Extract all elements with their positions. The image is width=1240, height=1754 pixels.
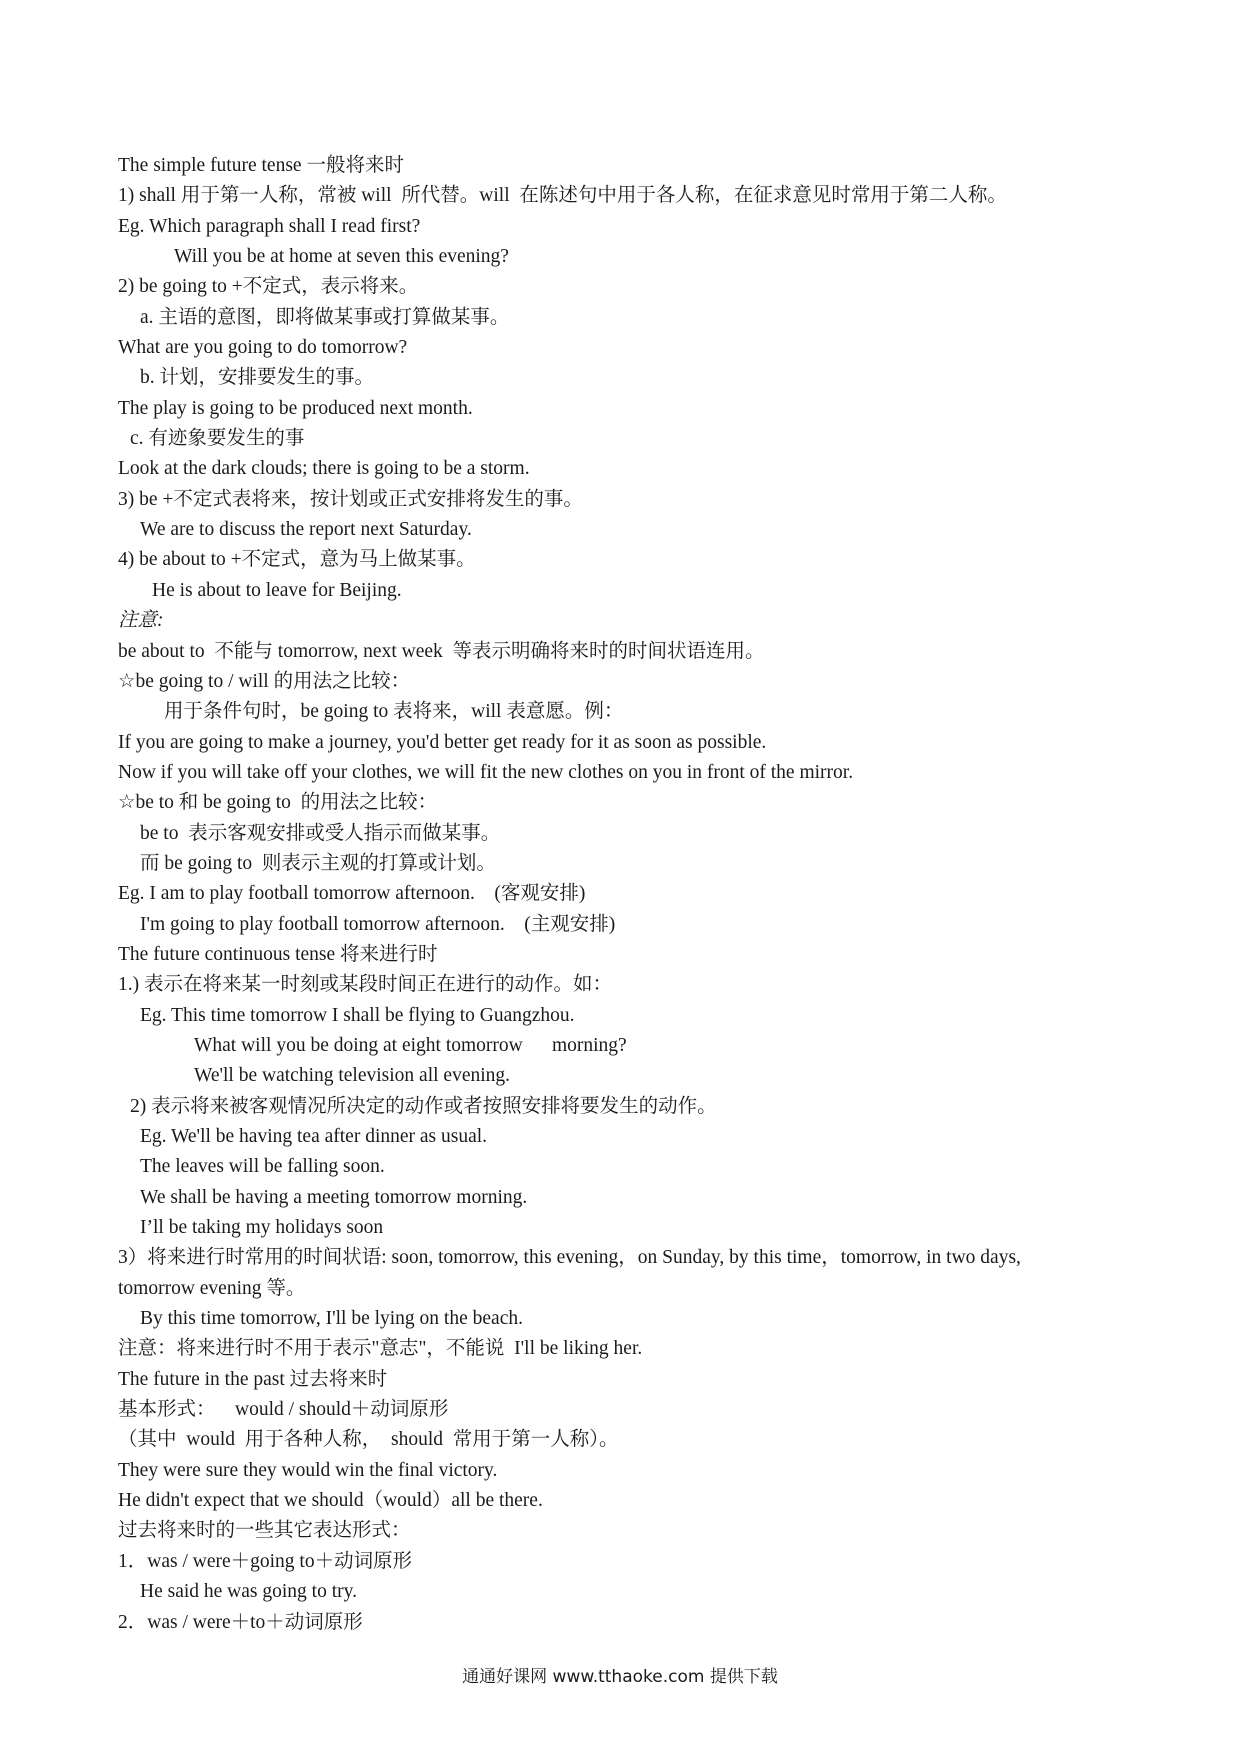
example-line: Eg. We'll be having tea after dinner as usual. [140, 1126, 488, 1147]
example-line: Eg. I am to play football tomorrow afternoon. (客观安排) [118, 883, 586, 905]
text-line: 而 be going to 则表示主观的打算或计划。 [140, 852, 496, 874]
text-line: c. 有迹象要发生的事 [130, 428, 305, 450]
example-line: Will you be at home at seven this evening? [174, 246, 509, 268]
heading-future-in-past: The future in the past 过去将来时 [118, 1368, 388, 1390]
example-line: What are you going to do tomorrow? [118, 337, 408, 359]
example-line: He said he was going to try. [140, 1581, 357, 1603]
text-line: 用于条件句时，be going to 表将来，will 表意愿。例： [164, 701, 624, 723]
example-line: Now if you will take off your clothes, we will fit the new clothes on you in front of the mirror. [118, 761, 854, 783]
text-line: 3) be +不定式表将来，按计划或正式安排将发生的事。 [118, 488, 583, 510]
example-line: The leaves will be falling soon. [140, 1156, 385, 1178]
text-line: 1.) 表示在将来某一时刻或某段时间正在进行的动作。如： [118, 974, 612, 996]
note-label: 注意: [118, 610, 164, 632]
text-line: 2．was / were＋to＋动词原形 [118, 1611, 363, 1633]
example-line: What will you be doing at eight tomorrow morning? [194, 1034, 627, 1056]
page-footer: 通通好课网 www.tthaoke.com 提供下载 [462, 1667, 778, 1687]
example-line: I’ll be taking my holidays soon [140, 1217, 384, 1239]
text-line: a. 主语的意图，即将做某事或打算做某事。 [140, 306, 510, 328]
text-line: ☆be going to / will 的用法之比较： [118, 670, 411, 692]
text-line: 4) be about to +不定式，意为马上做某事。 [118, 549, 476, 571]
heading-simple-future: The simple future tense 一般将来时 [118, 155, 404, 176]
example-line: By this time tomorrow, I'll be lying on the beach. [140, 1308, 523, 1330]
text-line: 基本形式： would / should＋动词原形 [118, 1399, 449, 1421]
example-line: We shall be having a meeting tomorrow morning. [140, 1186, 528, 1208]
example-line: Eg. This time tomorrow I shall be flying to Guangzhou. [140, 1004, 575, 1026]
text-line: 注意：将来进行时不用于表示"意志"，不能说 I'll be liking her. [118, 1338, 643, 1360]
text-line: 1) shall 用于第一人称，常被 will 所代替。will 在陈述句中用于各人称，在征求意见时常用于第二人称。 [118, 185, 1007, 207]
example-line: Eg. Which paragraph shall I read first? [118, 215, 421, 237]
text-line: （其中 would 用于各种人称， should 常用于第一人称）。 [118, 1429, 619, 1451]
text-line: 过去将来时的一些其它表达形式： [118, 1520, 411, 1542]
example-line: I'm going to play football tomorrow afternoon. (主观安排) [140, 913, 616, 935]
text-line: 2) be going to +不定式，表示将来。 [118, 276, 419, 298]
example-line: We'll be watching television all evening. [194, 1065, 511, 1087]
heading-future-continuous: The future continuous tense 将来进行时 [118, 943, 438, 965]
example-line: They were sure they would win the final victory. [118, 1459, 498, 1481]
example-line: We are to discuss the report next Saturday. [140, 519, 472, 541]
text-line: ☆be to 和 be going to 的用法之比较： [118, 792, 438, 814]
text-line: 2) 表示将来被客观情况所决定的动作或者按照安排将要发生的动作。 [130, 1095, 717, 1117]
text-line: tomorrow evening 等。 [118, 1277, 306, 1299]
body-text [118, 151, 1200, 1638]
text-line: b. 计划，安排要发生的事。 [140, 367, 375, 389]
example-line: Look at the dark clouds; there is going to be a storm. [118, 458, 530, 480]
text-line: be to 表示客观安排或受人指示而做某事。 [140, 822, 501, 844]
example-line: He didn't expect that we should（would）all be there. [118, 1490, 543, 1512]
text-line: 3）将来进行时常用的时间状语: soon, tomorrow, this evening，on Sunday, by this time，tomorrow, in two days, [118, 1247, 1021, 1269]
text-line: be about to 不能与 tomorrow, next week 等表示明确将来时的时间状语连用。 [118, 640, 765, 662]
example-line: The play is going to be produced next month. [118, 397, 473, 419]
example-line: If you are going to make a journey, you'd better get ready for it as soon as possible. [118, 731, 767, 753]
example-line: He is about to leave for Beijing. [152, 579, 402, 601]
text-line: 1．was / were＋going to＋动词原形 [118, 1550, 413, 1572]
